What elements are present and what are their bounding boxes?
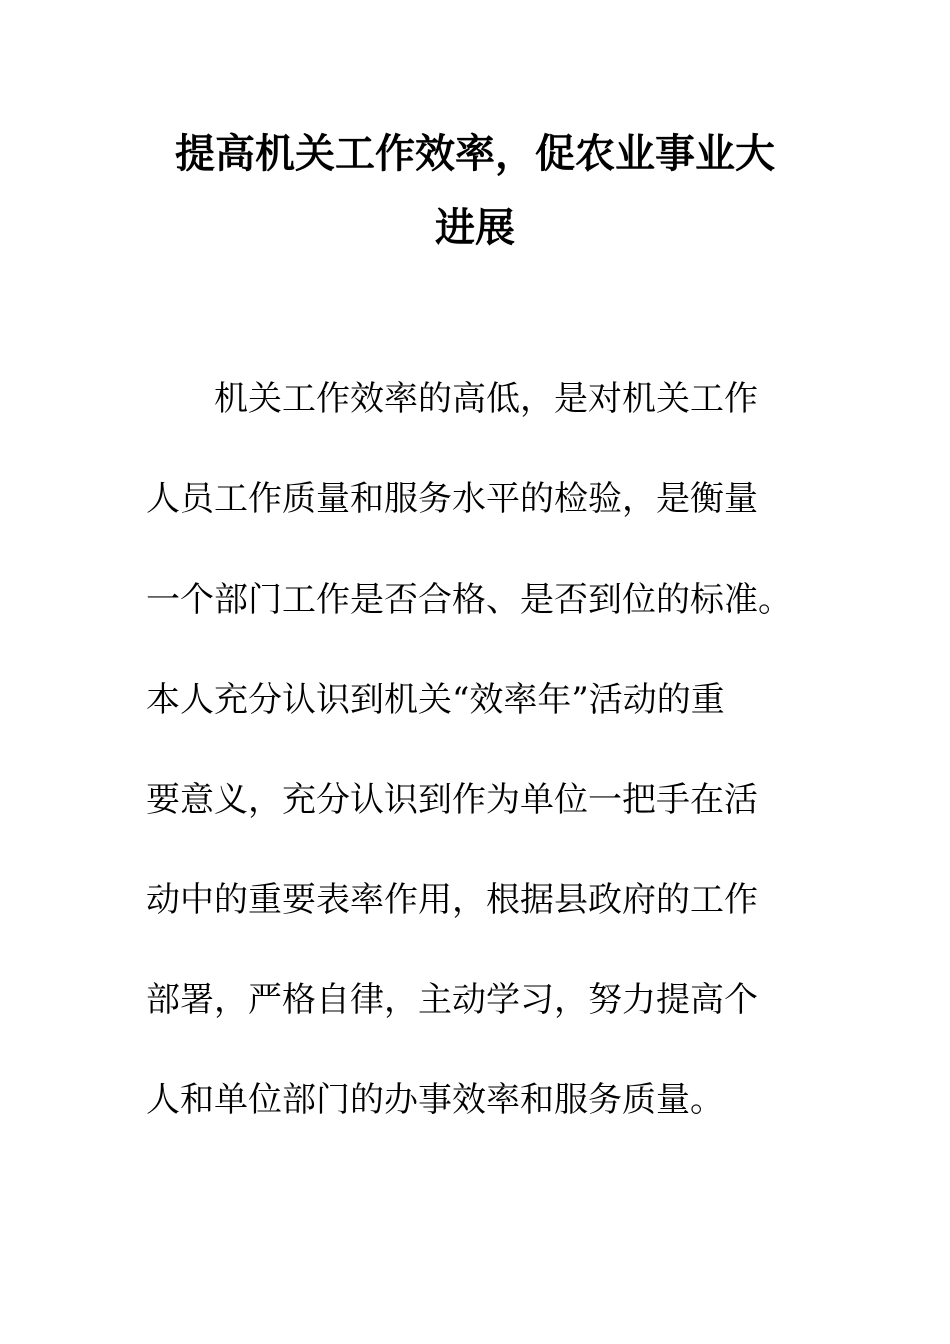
document-title-line-1: 提高机关工作效率，促农业事业大 <box>175 130 775 177</box>
body-line-8: 人和单位部门的办事效率和服务质量。 <box>146 1080 724 1120</box>
body-line-7: 部署，严格自律，主动学习，努力提高个 <box>146 980 758 1020</box>
body-line-6: 动中的重要表率作用，根据县政府的工作 <box>146 880 758 920</box>
body-line-1: 机关工作效率的高低，是对机关工作 <box>214 379 758 419</box>
body-line-5: 要意义，充分认识到作为单位一把手在活 <box>146 780 758 820</box>
body-line-2: 人员工作质量和服务水平的检验，是衡量 <box>146 479 758 519</box>
body-line-3: 一个部门工作是否合格、是否到位的标准。 <box>146 580 792 620</box>
document-title-line-2: 进展 <box>435 204 515 251</box>
body-line-4: 本人充分认识到机关“效率年”活动的重 <box>146 680 725 720</box>
